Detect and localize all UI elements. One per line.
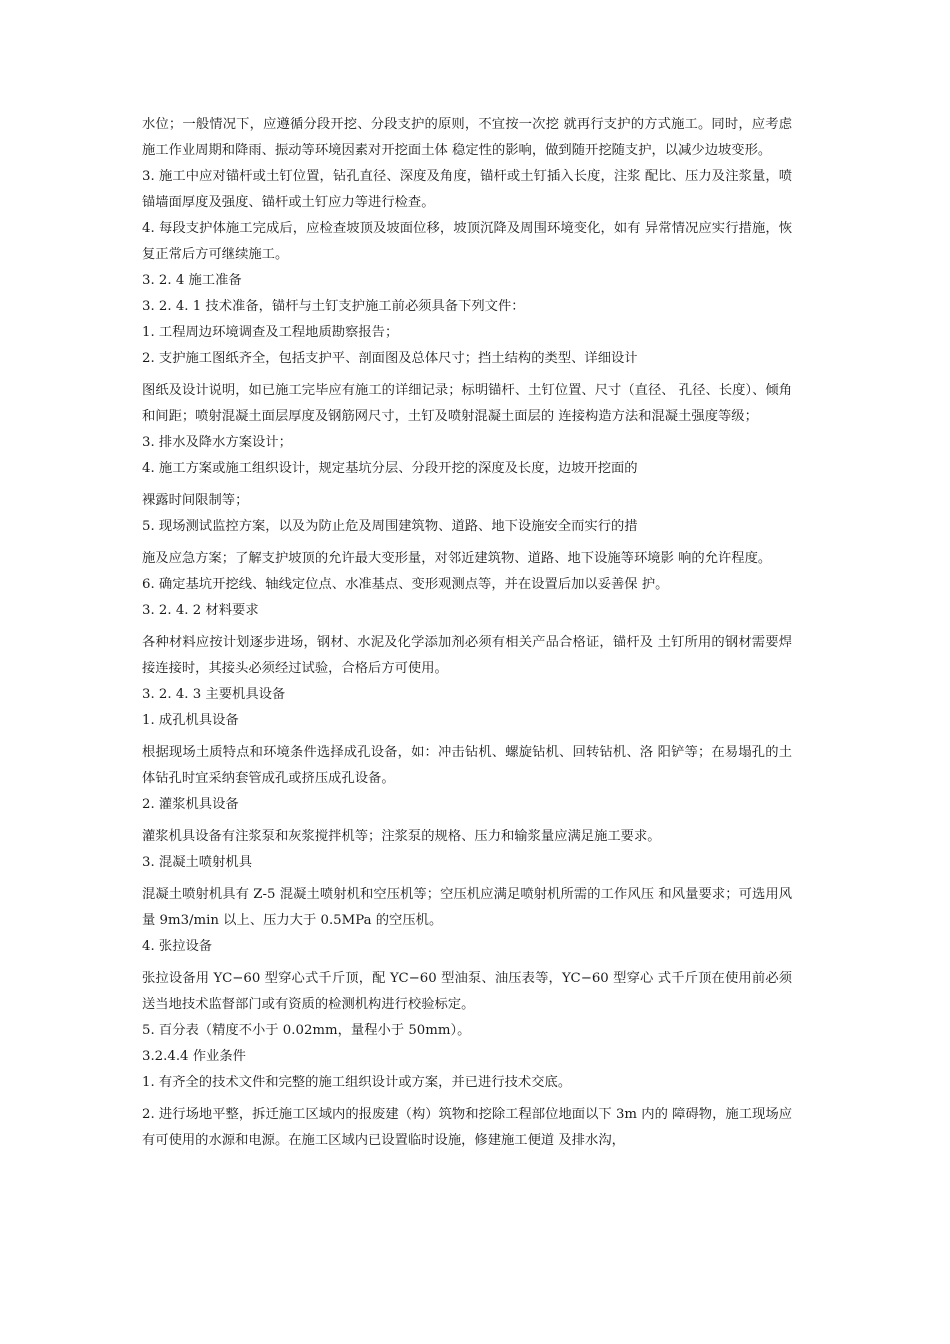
paragraph: 水位；一般情况下，应遵循分段开挖、分段支护的原则，不宜按一次挖 就再行支护的方式施工。同时，应考虑施工作业周期和降雨、振动等环境因素对开挖面土体 稳定性的影响，做到随开挖随支护，以减少边坡变形。 [142, 117, 792, 158]
subsection-heading: 3. 2. 4. 3 主要机具设备 [142, 687, 286, 702]
list-item: 2. 进行场地平整，拆迁施工区域内的报废建（构）筑物和挖除工程部位地面以下 3m 内的 障碍物，施工现场应有可使用的水源和电源。在施工区域内已设置临时设施，修建施工便道 及排水沟， [142, 1107, 792, 1148]
document-page [142, 112, 792, 1154]
subsection-heading: 3. 2. 4. 2 材料要求 [142, 603, 259, 618]
list-item: 5. 百分表（精度不小于 0.02mm，量程小于 50mm）。 [142, 1023, 471, 1038]
list-item: 6. 确定基坑开挖线、轴线定位点、水准基点、变形观测点等，并在设置后加以妥善保 护。 [142, 577, 669, 592]
paragraph: 3. 施工中应对锚杆或土钉位置，钻孔直径、深度及角度，锚杆或土钉插入长度，注浆 配比、压力及注浆量，喷锚墙面厚度及强度、锚杆或土钉应力等进行检查。 [142, 169, 792, 210]
list-item: 1. 成孔机具设备 [142, 713, 239, 728]
paragraph: 混凝土喷射机具有 Z-5 混凝土喷射机和空压机等；空压机应满足喷射机所需的工作风压 和风量要求；可选用风量 9m3/min 以上、压力大于 0.5MPa 的空压机。 [142, 887, 792, 928]
list-item: 5. 现场测试监控方案，以及为防止危及周围建筑物、道路、地下设施安全而实行的措 [142, 519, 638, 534]
paragraph: 4. 每段支护体施工完成后，应检查坡顶及坡面位移，坡顶沉降及周围环境变化，如有 异常情况应实行措施，恢复正常后方可继续施工。 [142, 221, 792, 262]
list-item: 4. 施工方案或施工组织设计，规定基坑分层、分段开挖的深度及长度，边坡开挖面的 [142, 461, 638, 476]
list-item: 4. 张拉设备 [142, 939, 213, 954]
subsection-heading: 3. 2. 4. 1 技术准备，锚杆与土钉支护施工前必须具备下列文件： [142, 299, 525, 314]
paragraph: 各种材料应按计划逐步进场，钢材、水泥及化学添加剂必须有相关产品合格证，锚杆及 土钉所用的钢材需要焊接连接时，其接头必须经过试验，合格后方可使用。 [142, 635, 792, 676]
list-item: 2. 灌浆机具设备 [142, 797, 239, 812]
list-item: 1. 工程周边环境调查及工程地质勘察报告； [142, 325, 399, 340]
list-item: 3. 排水及降水方案设计； [142, 435, 292, 450]
list-item: 2. 支护施工图纸齐全，包括支护平、剖面图及总体尺寸；挡土结构的类型、详细设计 [142, 351, 638, 366]
paragraph: 根据现场土质特点和环境条件选择成孔设备，如：冲击钻机、螺旋钻机、回转钻机、洛 阳铲等；在易塌孔的土体钻孔时宜采纳套管成孔或挤压成孔设备。 [142, 745, 792, 786]
subsection-heading: 3.2.4.4 作业条件 [142, 1049, 246, 1064]
paragraph: 施及应急方案；了解支护坡顶的允许最大变形量，对邻近建筑物、道路、地下设施等环境影 响的允许程度。 [142, 551, 772, 566]
paragraph: 图纸及设计说明，如已施工完毕应有施工的详细记录；标明锚杆、土钉位置、尺寸（直径、 孔径、长度）、倾角和间距；喷射混凝土面层厚度及钢筋网尺寸，土钉及喷射混凝土面层的 连接构造方法和混凝土强度等级； [142, 383, 792, 424]
section-heading: 3. 2. 4 施工准备 [142, 273, 242, 288]
paragraph: 裸露时间限制等； [142, 493, 249, 508]
paragraph: 张拉设备用 YC−60 型穿心式千斤顶，配 YC−60 型油泵、油压表等，YC−60 型穿心 式千斤顶在使用前必须送当地技术监督部门或有资质的检测机构进行校验标定。 [142, 971, 792, 1012]
list-item: 3. 混凝土喷射机具 [142, 855, 252, 870]
list-item: 1. 有齐全的技术文件和完整的施工组织设计或方案，并已进行技术交底。 [142, 1075, 572, 1090]
paragraph: 灌浆机具设备有注浆泵和灰浆搅拌机等；注浆泵的规格、压力和输浆量应满足施工要求。 [142, 829, 661, 844]
